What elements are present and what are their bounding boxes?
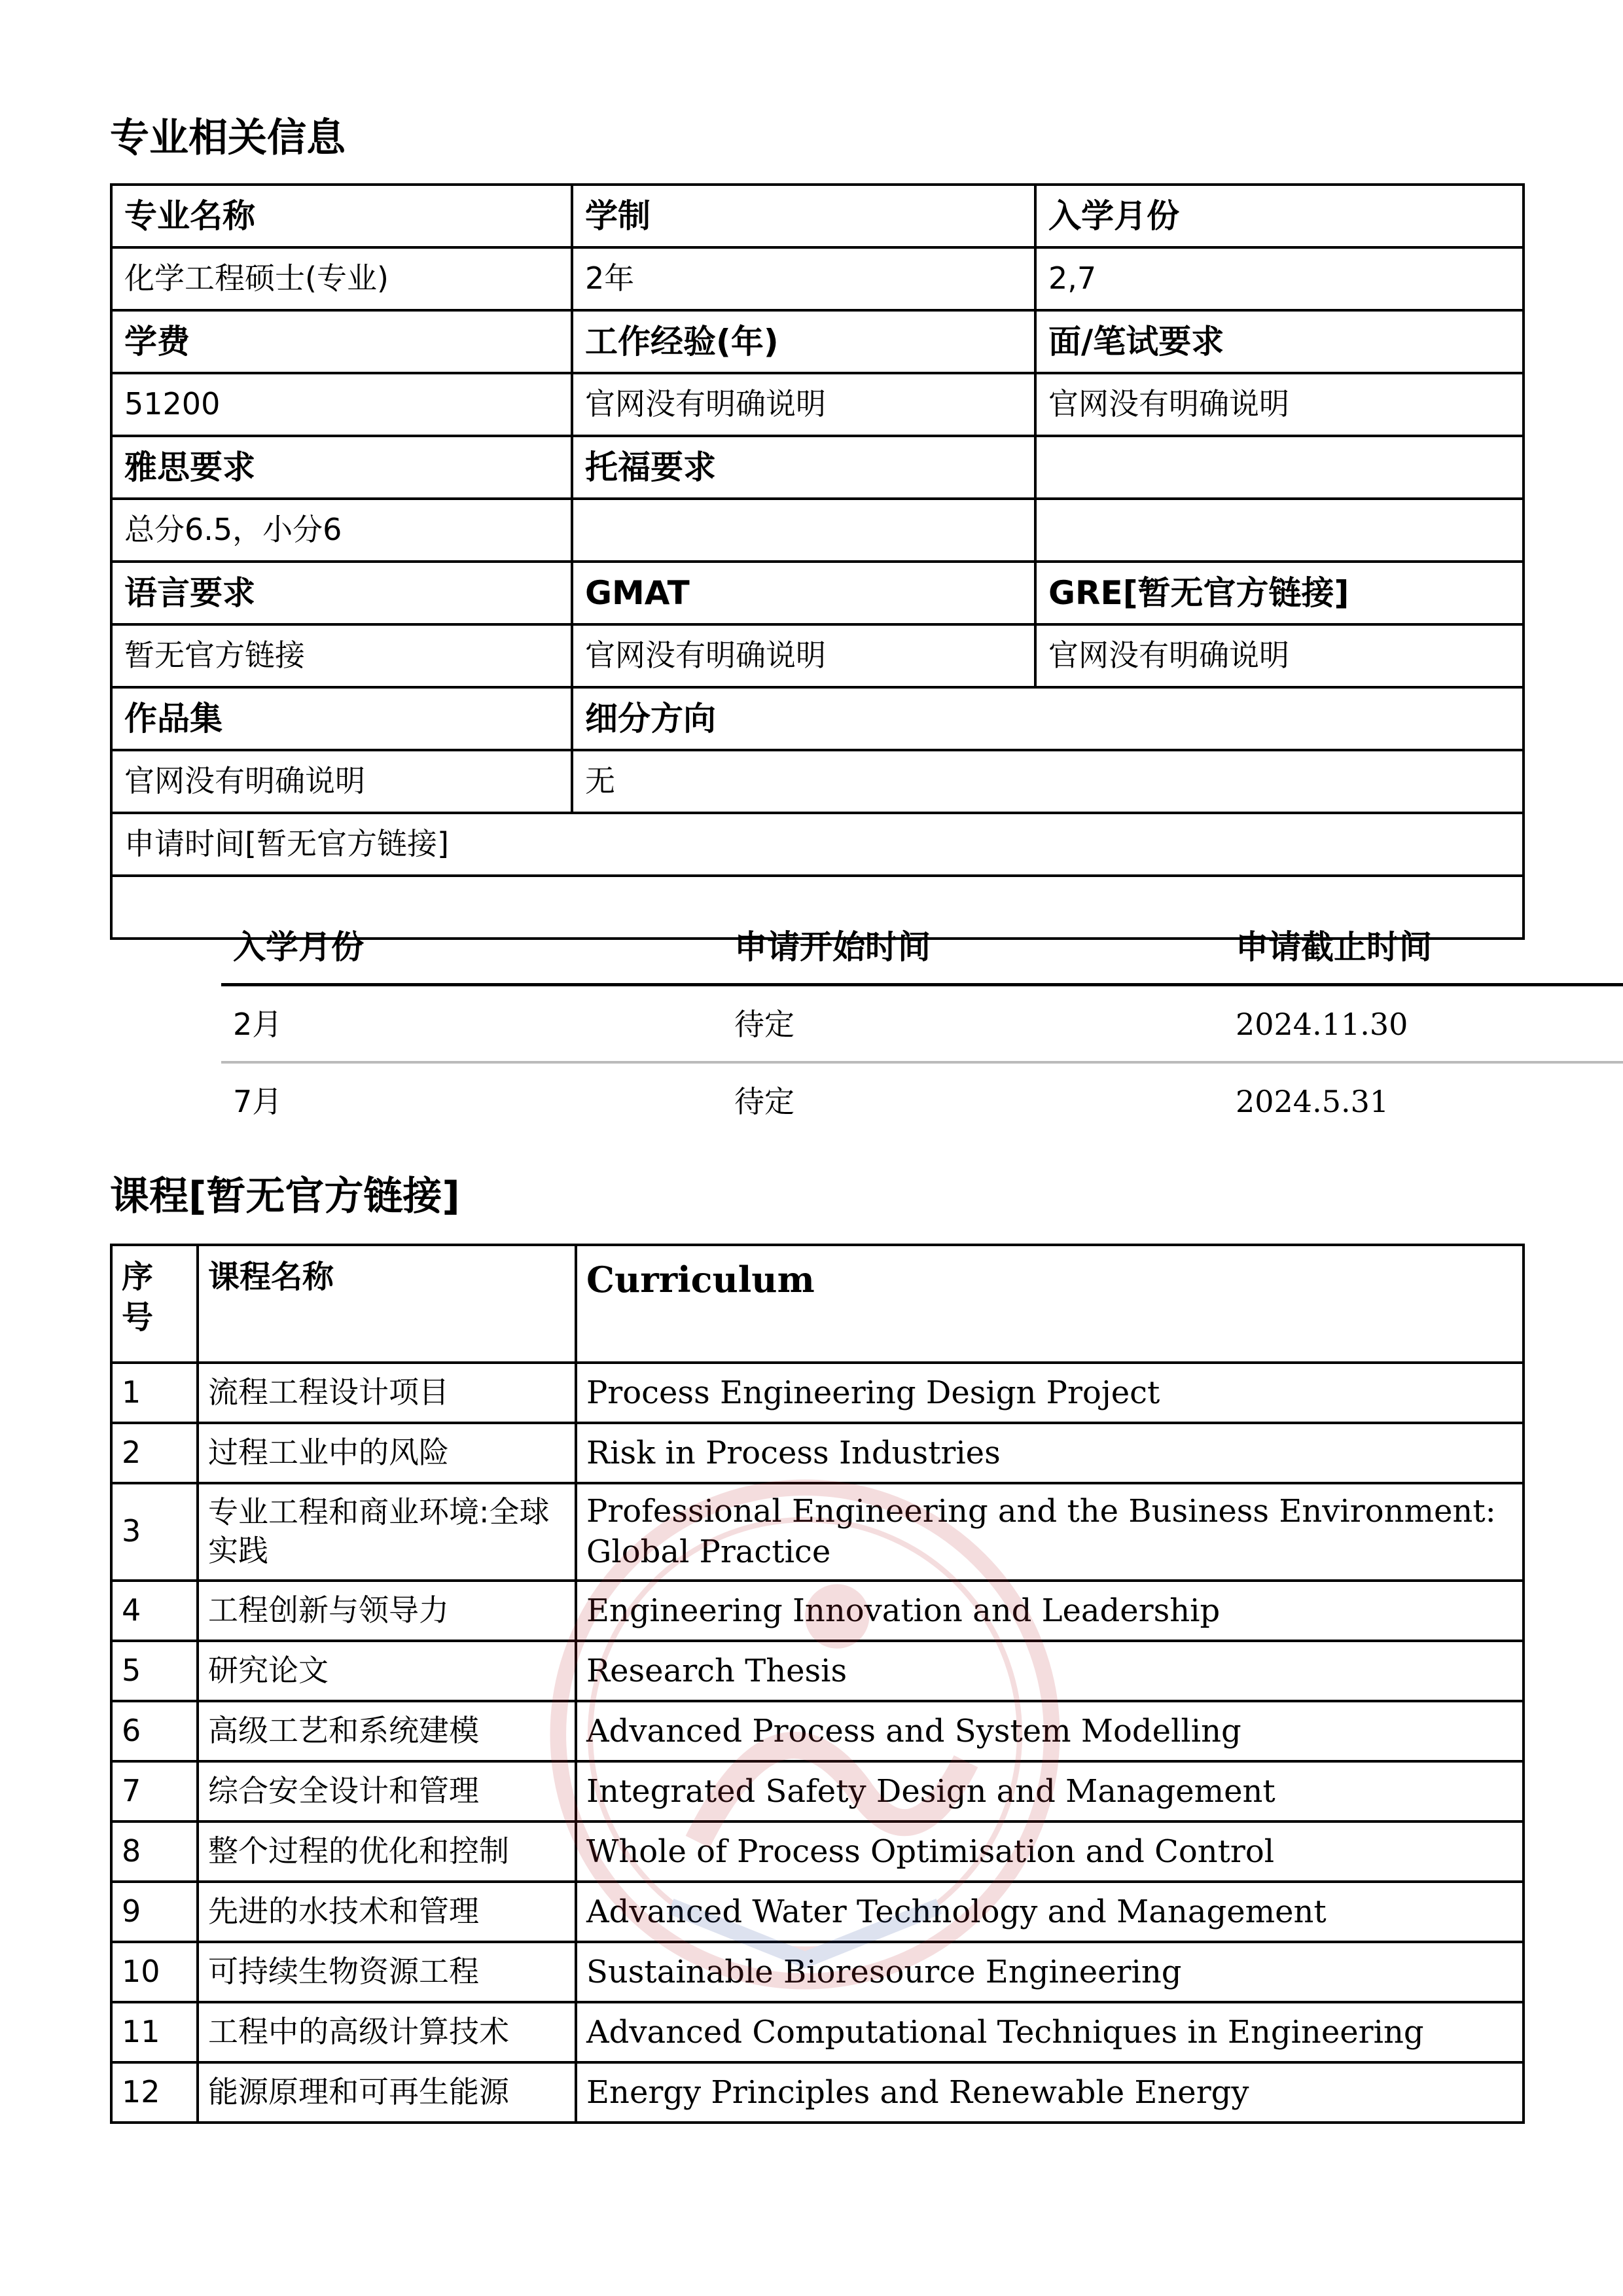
intake-header-month: 入学月份 — [221, 908, 722, 939]
value-tuition: 51200 — [111, 373, 572, 436]
value-intake-month: 2,7 — [1035, 247, 1524, 310]
course-name-zh: 先进的水技术和管理 — [198, 1882, 576, 1942]
course-index: 10 — [111, 1942, 198, 2002]
course-name-en: Sustainable Bioresource Engineering — [576, 1942, 1524, 2002]
course-name-zh: 工程创新与领导力 — [198, 1581, 576, 1641]
label-interview: 面/笔试要求 — [1035, 310, 1524, 373]
value-program-name: 化学工程硕士(专业) — [111, 247, 572, 310]
course-index: 4 — [111, 1581, 198, 1641]
course-name-zh: 能源原理和可再生能源 — [198, 2062, 576, 2123]
table-row — [111, 1641, 1524, 1701]
label-work-experience: 工作经验(年) — [572, 310, 1035, 373]
table-row — [111, 1761, 1524, 1821]
course-index: 12 — [111, 2062, 198, 2123]
course-name-zh: 过程工业中的风险 — [198, 1423, 576, 1483]
value-ielts: 总分6.5，小分6 — [111, 499, 572, 562]
header-curriculum: Curriculum — [576, 1245, 1524, 1363]
table-row — [111, 1882, 1524, 1942]
course-name-en: Advanced Computational Techniques in Engineering — [576, 2002, 1524, 2062]
value-gmat: 官网没有明确说明 — [572, 624, 1035, 687]
course-index: 2 — [111, 1423, 198, 1483]
value-portfolio: 官网没有明确说明 — [111, 750, 572, 813]
empty-cell — [1035, 499, 1524, 562]
header-course-name: 课程名称 — [198, 1245, 576, 1363]
section-title-program-info: 专业相关信息 — [110, 115, 346, 161]
value-duration: 2年 — [572, 247, 1035, 310]
course-name-zh: 整个过程的优化和控制 — [198, 1821, 576, 1882]
course-index: 11 — [111, 2002, 198, 2062]
label-duration: 学制 — [572, 185, 1035, 247]
intake-header-deadline: 申请截止时间 — [1224, 908, 1524, 939]
course-name-en: Whole of Process Optimisation and Control — [576, 1821, 1524, 1882]
label-gre: GRE[暂无官方链接] — [1035, 562, 1524, 624]
value-toefl — [572, 499, 1035, 562]
section-title-curriculum: 课程[暂无官方链接] — [110, 1174, 460, 1219]
label-portfolio: 作品集 — [111, 687, 572, 750]
value-work-experience: 官网没有明确说明 — [572, 373, 1035, 436]
course-index: 6 — [111, 1701, 198, 1761]
value-gre: 官网没有明确说明 — [1035, 624, 1524, 687]
label-toefl: 托福要求 — [572, 436, 1035, 499]
intake-schedule-cell — [111, 876, 1524, 1120]
course-name-en: Advanced Water Technology and Management — [576, 1882, 1524, 1942]
table-row — [111, 1423, 1524, 1483]
intake-header-start: 申请开始时间 — [722, 908, 1224, 939]
table-row — [111, 2062, 1524, 2123]
course-name-zh: 流程工程设计项目 — [198, 1363, 576, 1423]
course-index: 7 — [111, 1761, 198, 1821]
label-gmat: GMAT — [572, 562, 1035, 624]
course-index: 5 — [111, 1641, 198, 1701]
course-name-en: Professional Engineering and the Business Environment: Global Practice — [576, 1483, 1524, 1581]
course-name-en: Process Engineering Design Project — [576, 1363, 1524, 1423]
table-row — [111, 1581, 1524, 1641]
course-name-en: Engineering Innovation and Leadership — [576, 1581, 1524, 1641]
course-index: 1 — [111, 1363, 198, 1423]
label-language: 语言要求 — [111, 562, 572, 624]
value-language: 暂无官方链接 — [111, 624, 572, 687]
intake-schedule-table: 入学月份 申请开始时间 申请截止时间 2月 待定 2024.11.30 7月 待定 2024.5.31 — [221, 908, 1524, 939]
label-application-time: 申请时间[暂无官方链接] — [111, 813, 1524, 876]
label-program-name: 专业名称 — [111, 185, 572, 247]
curriculum-table — [110, 1244, 1525, 2124]
course-name-zh: 综合安全设计和管理 — [198, 1761, 576, 1821]
course-index: 3 — [111, 1483, 198, 1581]
label-ielts: 雅思要求 — [111, 436, 572, 499]
table-row — [111, 1363, 1524, 1423]
program-info-table — [110, 183, 1525, 1120]
course-index: 8 — [111, 1821, 198, 1882]
header-index: 序号 — [111, 1245, 198, 1363]
course-name-en: Risk in Process Industries — [576, 1423, 1524, 1483]
value-specialization: 无 — [572, 750, 1524, 813]
course-name-en: Advanced Process and System Modelling — [576, 1701, 1524, 1761]
table-row — [111, 2002, 1524, 2062]
label-specialization: 细分方向 — [572, 687, 1524, 750]
course-index: 9 — [111, 1882, 198, 1942]
table-row — [111, 1821, 1524, 1882]
empty-cell — [1035, 436, 1524, 499]
course-name-zh: 高级工艺和系统建模 — [198, 1701, 576, 1761]
label-intake-month: 入学月份 — [1035, 185, 1524, 247]
course-name-zh: 专业工程和商业环境:全球实践 — [198, 1483, 576, 1581]
course-name-zh: 可持续生物资源工程 — [198, 1942, 576, 2002]
table-row — [111, 1942, 1524, 2002]
table-row — [111, 1701, 1524, 1761]
label-tuition: 学费 — [111, 310, 572, 373]
course-name-zh: 研究论文 — [198, 1641, 576, 1701]
course-name-en: Energy Principles and Renewable Energy — [576, 2062, 1524, 2123]
course-name-en: Research Thesis — [576, 1641, 1524, 1701]
course-name-zh: 工程中的高级计算技术 — [198, 2002, 576, 2062]
value-interview: 官网没有明确说明 — [1035, 373, 1524, 436]
table-row — [111, 1483, 1524, 1581]
course-name-en: Integrated Safety Design and Management — [576, 1761, 1524, 1821]
